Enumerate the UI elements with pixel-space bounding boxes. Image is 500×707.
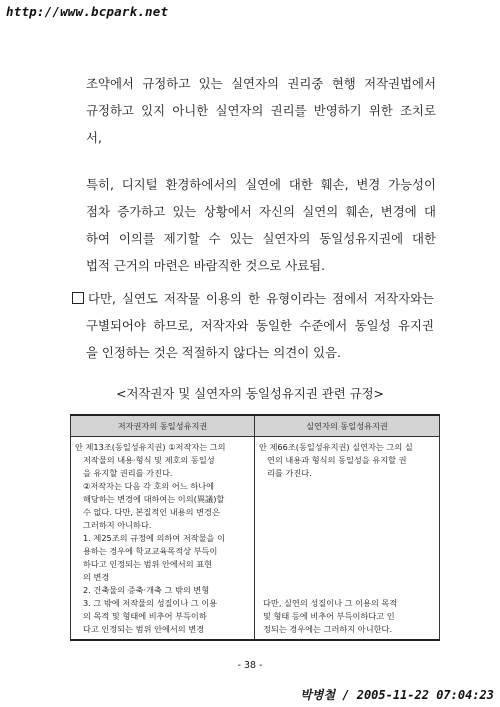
- cell-line: 해당하는 변경에 대하여는 이의(異議)할: [83, 494, 225, 504]
- cell-line: 안 제13조(동일성유지권) ①저작자는 그의: [75, 442, 226, 452]
- paragraph-line: 규정하고 있지 아니한 실연자의 권리를 반영하기 위한 조치로: [86, 103, 436, 118]
- table-row: [71, 437, 440, 641]
- table-header-row: [71, 415, 440, 437]
- cell-line: 의 변경: [83, 572, 110, 582]
- cell-line: 및 형태 등에 비추어 부득이하다고 인: [263, 611, 395, 621]
- cell-proviso: [255, 597, 439, 636]
- paragraph-line: 조약에서 규정하고 있는 실연자의 권리중 현행 저작권법에서: [86, 76, 436, 91]
- cell-line: 2. 건축물의 증축·개축 그 밖의 변형: [83, 585, 210, 595]
- bullet-line: 구별되어야 하므로, 저작자와 동일한 수준에서 동일성 유지권: [86, 318, 434, 333]
- checkbox-bullet-icon: [72, 292, 84, 304]
- paragraph-line: 법적 근거의 마련은 바람직한 것으로 사료됨.: [86, 258, 326, 273]
- cell-line: 하다고 인정되는 범위 안에서의 표현: [83, 559, 213, 569]
- cell-performer-provision: [255, 437, 440, 641]
- cell-line: 안 제66조(동일성유지권) 실연자는 그의 실: [259, 442, 413, 452]
- cell-line: 그러하지 아니하다.: [83, 520, 152, 530]
- paragraph-2: [86, 171, 436, 279]
- paragraph-line: 점차 증가하고 있는 상황에서 자신의 실연의 훼손, 변경에 대: [86, 204, 436, 219]
- paragraph-line: 서,: [86, 130, 102, 145]
- header-performer-integrity: 실연자의 동일성유지권: [255, 415, 440, 437]
- cell-line: 정되는 경우에는 그러하지 아니한다.: [263, 624, 393, 634]
- bullet-line: [72, 285, 434, 312]
- author-timestamp-stamp: 박병철 / 2005-11-22 07:04:23: [300, 688, 494, 702]
- cell-line: 의 목적 및 형태에 비추어 부득이하: [83, 611, 207, 621]
- page-number: - 38 -: [237, 660, 263, 671]
- paragraph-line: 하여 이의를 제기할 수 있는 실연자의 동일성유지권에 대한: [86, 231, 436, 246]
- comparison-table: [70, 414, 440, 641]
- cell-line: 다만, 실연의 성질이나 그 이용의 목적: [263, 598, 398, 608]
- bullet-text: 다만, 실연도 저작물 이용의 한 유형이라는 점에서 저작자와는: [88, 291, 434, 306]
- table-title: <저작권자 및 실연자의 동일성유지권 관련 규정>: [116, 386, 384, 401]
- cell-line: 연의 내용과 형식의 동일성을 유지할 권: [267, 455, 407, 465]
- cell-line: 을 유지할 권리를 가진다.: [83, 468, 173, 478]
- cell-line: 저작물의 내용·형식 및 제호의 동일성: [83, 455, 215, 465]
- cell-line: 수 없다. 다만, 본질적인 내용의 변경은: [83, 507, 220, 517]
- cell-line: 리를 가진다.: [267, 468, 312, 478]
- cell-line: 1. 제25조의 규정에 의하여 저작물을 이: [83, 533, 225, 543]
- paragraph-1: [86, 70, 436, 151]
- paragraph-line: 특히, 디지털 환경하에서의 실연에 대한 훼손, 변경 가능성이: [86, 177, 436, 192]
- watermark-url: http://www.bcpark.net: [6, 4, 169, 19]
- cell-line: 다고 인정되는 범위 안에서의 변경: [83, 624, 205, 634]
- bullet-line: 을 인정하는 것은 적절하지 않다는 의견이 있음.: [86, 345, 341, 360]
- header-author-integrity: 저자권자의 동일성유지권: [71, 415, 255, 437]
- bullet-paragraph: [72, 285, 434, 366]
- cell-line: 용하는 경우에 학교교육목적상 부득이: [83, 546, 218, 556]
- cell-author-provision: [71, 437, 255, 641]
- cell-line: ②저작자는 다음 각 호의 어느 하나에: [83, 481, 215, 491]
- cell-line: 3. 그 밖에 저작물의 성질이나 그 이용: [83, 598, 218, 608]
